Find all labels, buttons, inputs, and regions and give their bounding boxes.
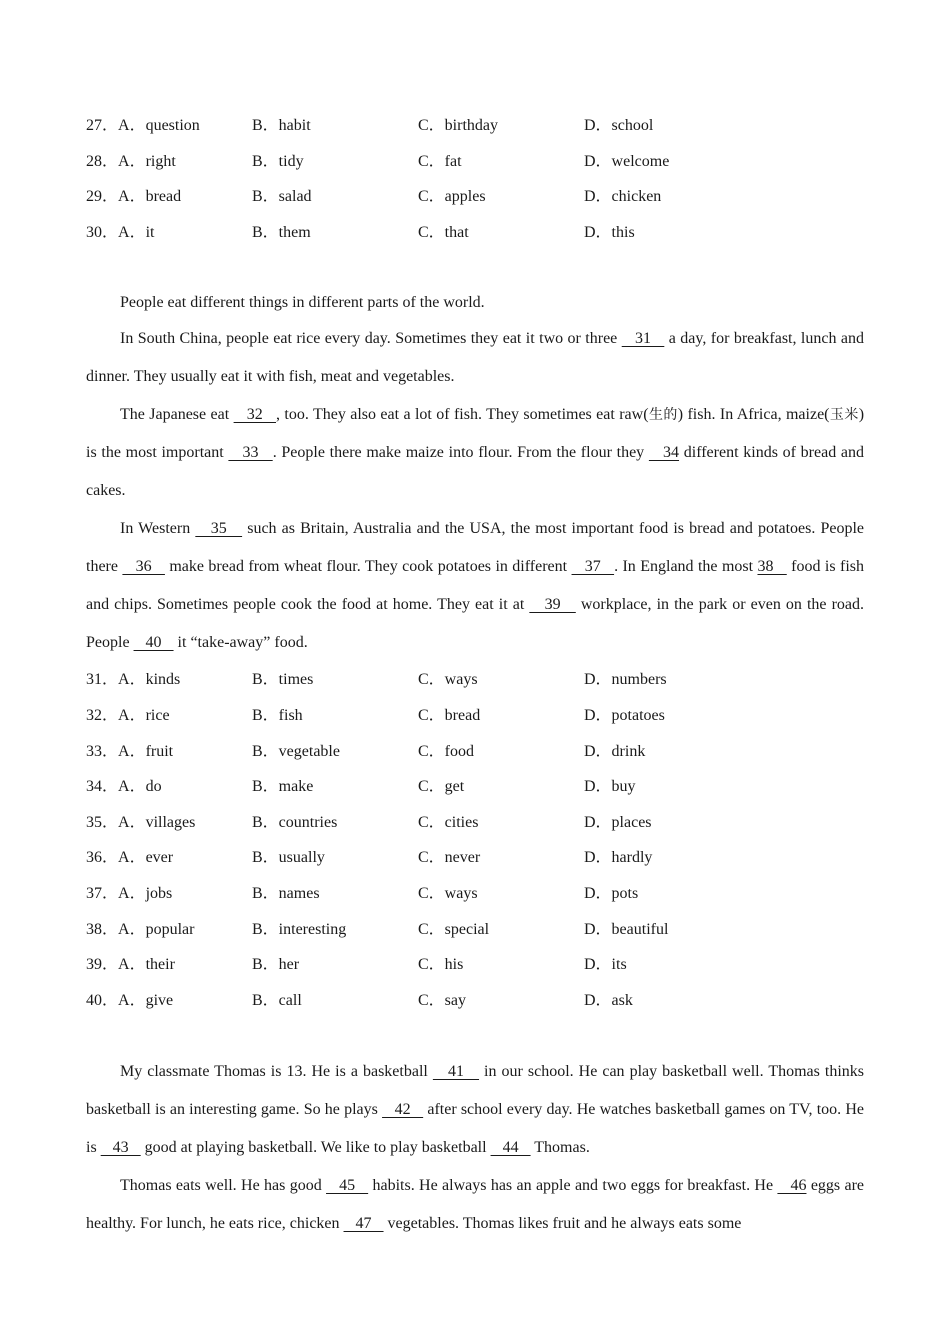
option-b: B．times xyxy=(252,671,314,689)
option-row-35 xyxy=(86,805,864,841)
option-b: B．call xyxy=(252,991,302,1009)
blank-40: 40 xyxy=(133,634,174,652)
option-d: D．ask xyxy=(584,991,633,1009)
option-d: D．pots xyxy=(584,884,639,902)
option-d: D．this xyxy=(584,223,635,241)
option-a: 38．A．popular xyxy=(86,920,195,938)
option-a: 37．A．jobs xyxy=(86,884,173,902)
option-row-37 xyxy=(86,876,864,912)
option-a: 31．A．kinds xyxy=(86,671,181,689)
option-c: C．that xyxy=(418,223,469,241)
option-b: B．salad xyxy=(252,188,312,206)
option-row-38 xyxy=(86,912,864,948)
option-c: C．get xyxy=(418,778,465,796)
blank-44: 44 xyxy=(490,1139,531,1157)
option-c: C．birthday xyxy=(418,117,498,134)
blank-36: 36 xyxy=(122,558,165,576)
option-row-32 xyxy=(86,698,864,734)
option-a: 33．A．fruit xyxy=(86,742,174,760)
option-row-40 xyxy=(86,983,864,1019)
option-a: 34．A．do xyxy=(86,778,162,796)
options-set-27-30 xyxy=(86,108,864,250)
option-a: 35．A．villages xyxy=(86,813,196,831)
option-c: C．his xyxy=(418,956,464,974)
option-a: 39．A．their xyxy=(86,956,175,974)
option-c: C．say xyxy=(418,991,467,1009)
paragraph: The Japanese eat 32 , too. They also eat a lot of fish. They sometimes eat raw(生的) fish. In Africa, maize(玉米) is the most important 33 . People there make maize into flour. From the flour they 34 different kinds of bread and cakes. xyxy=(86,406,865,500)
option-a: 29．A．bread xyxy=(86,188,182,206)
passage-thomas xyxy=(86,1053,864,1243)
option-d: D．school xyxy=(584,117,654,134)
option-b: B．names xyxy=(252,884,320,902)
option-d: D．buy xyxy=(584,778,636,796)
option-d: D．numbers xyxy=(584,671,667,689)
option-d: D．drink xyxy=(584,742,646,760)
option-d: D．potatoes xyxy=(584,706,665,724)
paragraph: People eat different things in different parts of the world. xyxy=(120,294,485,312)
option-row-29 xyxy=(86,179,864,215)
paragraph: Thomas eats well. He has good 45 habits. He always has an apple and two eggs for breakfast. He 46 eggs are healthy. For lunch, he eats rice, chicken 47 vegetables. Thomas likes fruit and he always eats some xyxy=(86,1177,865,1233)
paragraph: In Western 35 such as Britain, Australia and the USA, the most important food is bread and potatoes. People there 36 make bread from wheat flour. They cook potatoes in different 37 . In England the most 38 food is fish and chips. Sometimes people cook the food at home. They eat it at 39 workplace, in the park or even on the road. People 40 it “take-away” food. xyxy=(86,520,865,652)
passage-food xyxy=(86,285,864,662)
option-c: C．special xyxy=(418,920,490,938)
blank-38: 38 xyxy=(757,558,787,576)
option-c: C．never xyxy=(418,849,481,867)
option-row-34 xyxy=(86,769,864,805)
blank-46: 46 xyxy=(777,1177,807,1195)
blank-37: 37 xyxy=(571,558,615,576)
option-d: D．places xyxy=(584,813,652,831)
option-d: D．beautiful xyxy=(584,920,669,938)
option-a: 36．A．ever xyxy=(86,849,174,867)
paragraph: My classmate Thomas is 13. He is a basketball 41 in our school. He can play basketball well. Thomas thinks basketball is an interesting game. So he plays 42 after school every day. He watches basketball games on TV, too. He is 43 good at playing basketball. We like to play basketball 44 Thomas. xyxy=(86,1063,865,1157)
blank-32: 32 xyxy=(233,406,276,424)
blank-39: 39 xyxy=(529,596,576,614)
option-d: D．welcome xyxy=(584,152,670,170)
paragraph: In South China, people eat rice every day. Sometimes they eat it two or three 31 a day, for breakfast, lunch and dinner. They usually eat it with fish, meat and vegetables. xyxy=(86,330,864,386)
option-b: B．countries xyxy=(252,813,338,831)
option-b: B．her xyxy=(252,956,300,974)
option-c: C．bread xyxy=(418,706,481,724)
blank-43: 43 xyxy=(100,1139,141,1157)
option-c: C．ways xyxy=(418,884,478,902)
option-a: 30．A．it xyxy=(86,223,155,241)
option-b: B．fish xyxy=(252,706,303,724)
option-d: D．chicken xyxy=(584,188,662,206)
blank-34: 34 xyxy=(648,444,680,462)
option-d: D．hardly xyxy=(584,849,653,867)
option-a: 27．A．question xyxy=(86,117,200,134)
blank-33: 33 xyxy=(228,444,273,462)
option-a: 32．A．rice xyxy=(86,706,170,724)
option-row-33 xyxy=(86,734,864,770)
option-b: B．habit xyxy=(252,117,311,134)
option-c: C．food xyxy=(418,742,475,760)
option-row-39 xyxy=(86,947,864,983)
blank-47: 47 xyxy=(343,1215,384,1233)
option-row-31 xyxy=(86,662,864,698)
option-c: C．apples xyxy=(418,188,486,206)
options-set-31-40 xyxy=(86,662,864,1018)
blank-41: 41 xyxy=(432,1063,480,1081)
option-row-28 xyxy=(86,144,864,180)
option-b: B．interesting xyxy=(252,920,347,938)
option-b: B．them xyxy=(252,223,311,241)
blank-42: 42 xyxy=(382,1101,424,1119)
option-row-36 xyxy=(86,840,864,876)
option-c: C．cities xyxy=(418,813,479,831)
option-b: B．tidy xyxy=(252,152,304,170)
blank-35: 35 xyxy=(195,520,243,538)
option-row-27 xyxy=(86,108,864,144)
option-b: B．usually xyxy=(252,849,325,867)
option-a: 28．A．right xyxy=(86,152,176,170)
option-c: C．fat xyxy=(418,152,462,170)
blank-45: 45 xyxy=(326,1177,369,1195)
blank-31: 31 xyxy=(621,330,665,348)
document-page xyxy=(86,108,864,1243)
option-b: B．vegetable xyxy=(252,742,340,760)
option-c: C．ways xyxy=(418,671,478,689)
option-d: D．its xyxy=(584,956,627,974)
option-b: B．make xyxy=(252,778,314,796)
option-row-30 xyxy=(86,215,864,251)
option-a: 40．A．give xyxy=(86,991,174,1009)
